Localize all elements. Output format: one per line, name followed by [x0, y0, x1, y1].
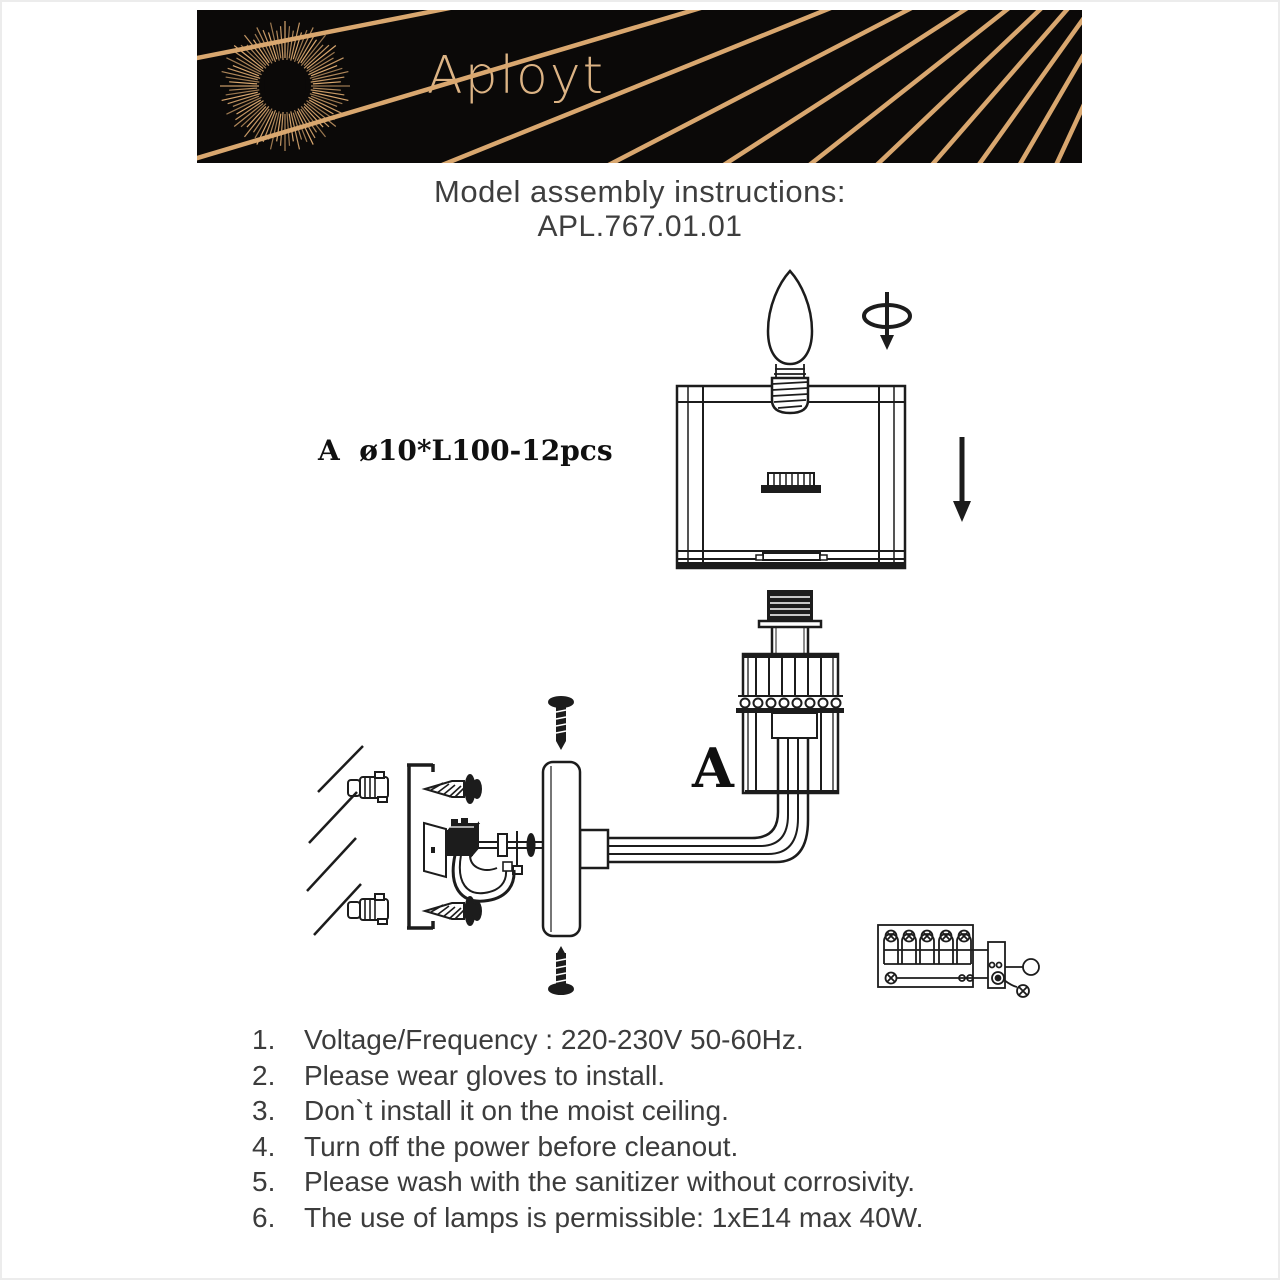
part-a-label: A	[692, 736, 734, 800]
item-text: The use of lamps is permissible: 1xE14 max 40W.	[304, 1201, 924, 1233]
brand-wordmark: Aployt	[427, 46, 606, 106]
item-number: 6.	[252, 1201, 276, 1233]
item-number: 2.	[252, 1059, 276, 1091]
list-item	[252, 1095, 923, 1131]
rotate-direction-icon	[864, 292, 910, 350]
item-text: Please wear gloves to install.	[304, 1059, 666, 1091]
item-text: Don`t install it on the moist ceiling.	[304, 1095, 729, 1127]
wiring-schematic	[878, 925, 1039, 997]
item-number: 3.	[252, 1095, 276, 1127]
hardware-spec-label: A ø10*L100-12pcs	[318, 434, 613, 467]
backplate-drawing	[543, 697, 580, 994]
list-item	[252, 1060, 923, 1096]
item-number: 1.	[252, 1024, 276, 1055]
model-code: APL.767.01.01	[537, 210, 743, 243]
instruction-list	[252, 1024, 923, 1238]
list-item	[252, 1166, 923, 1202]
item-text: Voltage/Frequency : 220-230V 50-60Hz.	[304, 1024, 804, 1055]
crystal-body-drawing	[736, 654, 844, 793]
bulb-drawing	[768, 271, 812, 413]
item-text: Please wash with the sanitizer without corrosivity.	[304, 1166, 916, 1198]
page-title: Model assembly instructions:	[434, 174, 846, 209]
item-number: 5.	[252, 1166, 276, 1198]
item-number: 4.	[252, 1130, 276, 1162]
junction-wiring-drawing	[424, 819, 543, 901]
terminal-screws	[884, 931, 971, 965]
item-text: Turn off the power before cleanout.	[304, 1130, 739, 1162]
list-item	[252, 1024, 923, 1060]
down-arrow-icon	[953, 437, 971, 522]
list-item	[252, 1202, 923, 1238]
list-item	[252, 1131, 923, 1167]
socket-drawing	[759, 591, 821, 654]
